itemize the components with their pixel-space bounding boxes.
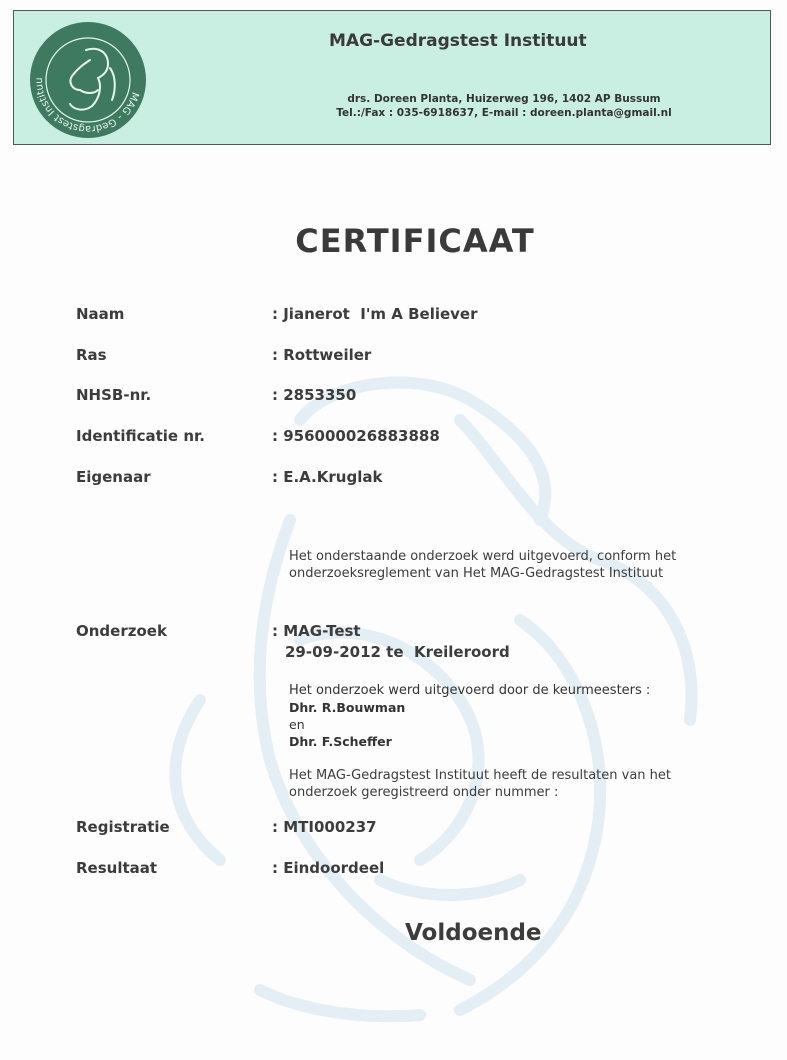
field-label-naam: Naam — [76, 305, 125, 323]
institute-logo-seal — [28, 20, 148, 140]
conform-line-1: Het onderstaande onderzoek werd uitgevoerd, conform het — [289, 549, 677, 564]
field-value-ras: : Rottweiler — [272, 346, 372, 364]
registratie-statement — [289, 767, 671, 801]
field-value-naam: : Jianerot I'm A Believer — [272, 305, 478, 323]
address-line: drs. Doreen Planta, Huizerweg 196, 1402 AP Bussum — [347, 93, 661, 105]
letterhead — [13, 10, 771, 145]
certificate-title: CERTIFICAAT — [295, 222, 535, 260]
field-value-identificatie: : 956000026883888 — [272, 427, 440, 445]
judge-1: Dhr. R.Bouwman — [289, 700, 406, 715]
onderzoek-date-location: 29-09-2012 te Kreileroord — [285, 643, 510, 661]
svg-text:MAG - Gedragstest Instituut: MAG - Gedragstest Instituu — [33, 77, 141, 135]
registratie-line-1: Het MAG-Gedragstest Instituut heeft de resultaten van het — [289, 768, 672, 783]
institute-name: MAG-Gedragstest Instituut — [329, 31, 587, 51]
field-label-ras: Ras — [76, 346, 107, 364]
conform-line-2: onderzoeksreglement van Het MAG-Gedragstest Instituut — [289, 566, 664, 581]
keurmeesters-intro: Het onderzoek werd uitgevoerd door de keurmeesters : — [289, 683, 651, 698]
field-value-registratie: : MTI000237 — [272, 818, 377, 836]
field-label-onderzoek: Onderzoek — [76, 622, 167, 640]
judge-connector: en — [289, 717, 305, 732]
registratie-line-2: onderzoek geregistreerd onder nummer : — [289, 785, 559, 800]
conform-statement — [289, 548, 676, 582]
field-value-onderzoek: : MAG-Test — [272, 622, 361, 640]
address-block — [284, 92, 724, 120]
final-result: Voldoende — [405, 920, 542, 946]
field-label-resultaat: Resultaat — [76, 859, 158, 877]
field-label-nhsb: NHSB-nr. — [76, 386, 152, 404]
field-label-eigenaar: Eigenaar — [76, 468, 151, 486]
field-label-registratie: Registratie — [76, 818, 170, 836]
field-value-nhsb: : 2853350 — [272, 386, 357, 404]
judge-2: Dhr. F.Scheffer — [289, 734, 392, 749]
field-value-eigenaar: : E.A.Kruglak — [272, 468, 383, 486]
field-label-identificatie: Identificatie nr. — [76, 427, 205, 445]
field-value-resultaat: : Eindoordeel — [272, 859, 385, 877]
contact-line: Tel.:/Fax : 035-6918637, E-mail : doreen.planta@gmail.nl — [336, 107, 672, 119]
